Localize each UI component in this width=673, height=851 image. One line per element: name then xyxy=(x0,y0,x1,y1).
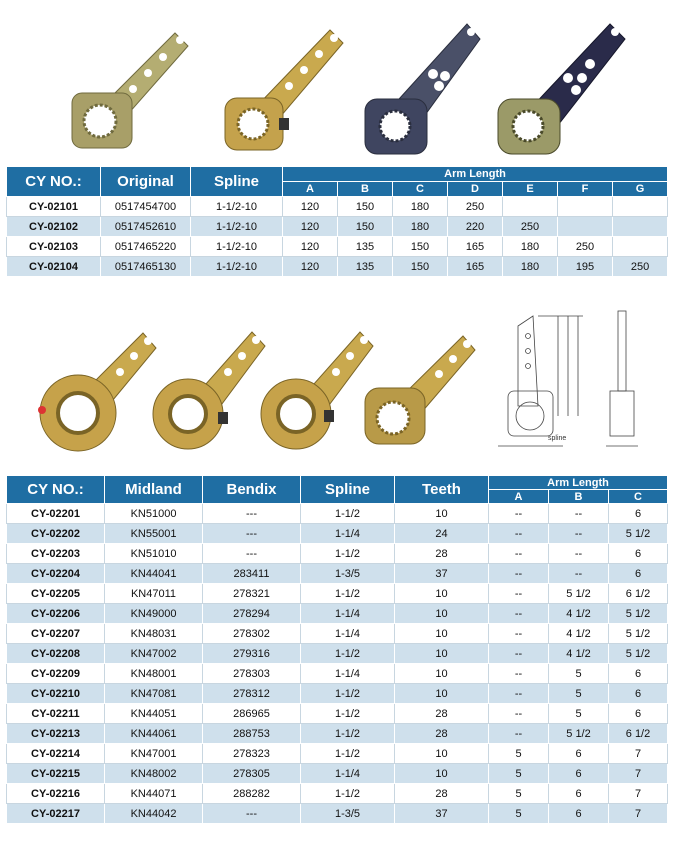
arm-length-cell: 135 xyxy=(338,237,393,257)
header2-spline: Spline xyxy=(301,476,395,504)
arm-length-cell: 5 xyxy=(549,664,609,684)
slack-adjuster-photo-1 xyxy=(60,18,200,158)
cy-number-cell: CY-02215 xyxy=(7,764,105,784)
spline-cell: 1-1/2-10 xyxy=(191,257,283,277)
table-row xyxy=(7,784,668,804)
table-row xyxy=(7,584,668,604)
cy-number-cell: CY-02104 xyxy=(7,257,101,277)
arm-length-cell: 4 1/2 xyxy=(549,644,609,664)
teeth-cell: 28 xyxy=(395,724,489,744)
table-row xyxy=(7,524,668,544)
arm-length-cell: -- xyxy=(489,584,549,604)
midland-number-cell: KN48001 xyxy=(105,664,203,684)
bendix-number-cell: 278302 xyxy=(203,624,301,644)
cy-number-cell: CY-02210 xyxy=(7,684,105,704)
arm-length-cell: -- xyxy=(489,564,549,584)
arm-length-cell: 7 xyxy=(609,744,668,764)
technical-drawing xyxy=(488,306,668,456)
arm-length-table-midland-bendix xyxy=(6,475,668,824)
arm-length-cell: 6 xyxy=(609,704,668,724)
spline-cell: 1-1/2-10 xyxy=(191,217,283,237)
spline-cell: 1-1/4 xyxy=(301,624,395,644)
midland-number-cell: KN44061 xyxy=(105,724,203,744)
arm-length-cell: 150 xyxy=(338,197,393,217)
table-row xyxy=(7,237,668,257)
header2-bendix: Bendix xyxy=(203,476,301,504)
arm-length-cell: 150 xyxy=(338,217,393,237)
cy-number-cell: CY-02207 xyxy=(7,624,105,644)
arm-length-table-original xyxy=(6,166,668,277)
arm-length-cell: 180 xyxy=(503,237,558,257)
header2-arm-length: Arm Length xyxy=(489,476,668,490)
bendix-number-cell: 278294 xyxy=(203,604,301,624)
arm-length-cell: 6 xyxy=(549,744,609,764)
spline-cell: 1-1/2 xyxy=(301,784,395,804)
header-spline: Spline xyxy=(191,167,283,197)
arm-length-cell: 180 xyxy=(393,217,448,237)
header2-midland: Midland xyxy=(105,476,203,504)
arm-length-cell: 7 xyxy=(609,764,668,784)
midland-number-cell: KN44042 xyxy=(105,804,203,824)
spline-cell: 1-1/2 xyxy=(301,704,395,724)
arm-length-cell xyxy=(613,197,668,217)
arm-length-cell: 5 xyxy=(489,764,549,784)
arm-length-cell: -- xyxy=(549,544,609,564)
arm-length-cell: 180 xyxy=(393,197,448,217)
table-row xyxy=(7,644,668,664)
arm-length-cell: 150 xyxy=(393,237,448,257)
arm-length-cell: -- xyxy=(489,604,549,624)
midland-number-cell: KN47081 xyxy=(105,684,203,704)
arm-length-cell: 4 1/2 xyxy=(549,604,609,624)
arm-length-cell: 135 xyxy=(338,257,393,277)
arm-length-cell: 6 xyxy=(549,784,609,804)
table-row xyxy=(7,624,668,644)
midland-number-cell: KN47001 xyxy=(105,744,203,764)
arm-length-cell: 165 xyxy=(448,257,503,277)
bendix-number-cell: --- xyxy=(203,504,301,524)
midland-number-cell: KN51000 xyxy=(105,504,203,524)
arm-length-cell: -- xyxy=(489,504,549,524)
table-row xyxy=(7,544,668,564)
table-row xyxy=(7,704,668,724)
teeth-cell: 37 xyxy=(395,804,489,824)
header-arm-e: E xyxy=(503,182,558,197)
midland-number-cell: KN47002 xyxy=(105,644,203,664)
arm-length-cell: 6 xyxy=(609,664,668,684)
midland-number-cell: KN44051 xyxy=(105,704,203,724)
bendix-number-cell: --- xyxy=(203,524,301,544)
header2-arm-c: C xyxy=(609,490,668,504)
cy-number-cell: CY-02202 xyxy=(7,524,105,544)
bendix-number-cell: 283411 xyxy=(203,564,301,584)
slack-adjuster-photo-8 xyxy=(355,328,485,453)
teeth-cell: 10 xyxy=(395,604,489,624)
arm-length-cell: 6 xyxy=(549,764,609,784)
spline-cell: 1-1/2 xyxy=(301,504,395,524)
teeth-cell: 10 xyxy=(395,504,489,524)
table-row xyxy=(7,724,668,744)
table-row xyxy=(7,257,668,277)
header2-teeth: Teeth xyxy=(395,476,489,504)
arm-length-cell: -- xyxy=(489,644,549,664)
header-cy-no: CY NO.: xyxy=(7,167,101,197)
bendix-number-cell: 288282 xyxy=(203,784,301,804)
header-arm-g: G xyxy=(613,182,668,197)
arm-length-cell: 6 1/2 xyxy=(609,724,668,744)
table-row xyxy=(7,604,668,624)
arm-length-cell: -- xyxy=(549,564,609,584)
spline-cell: 1-1/2 xyxy=(301,544,395,564)
cy-number-cell: CY-02217 xyxy=(7,804,105,824)
arm-length-cell: 5 1/2 xyxy=(549,584,609,604)
bendix-number-cell: 288753 xyxy=(203,724,301,744)
spline-cell: 1-1/2 xyxy=(301,684,395,704)
table-row xyxy=(7,764,668,784)
cy-number-cell: CY-02204 xyxy=(7,564,105,584)
arm-length-cell: 165 xyxy=(448,237,503,257)
arm-length-cell: 6 xyxy=(609,544,668,564)
arm-length-cell: 250 xyxy=(558,237,613,257)
table-row xyxy=(7,504,668,524)
arm-length-cell xyxy=(558,217,613,237)
cy-number-cell: CY-02209 xyxy=(7,664,105,684)
arm-length-cell: 5 xyxy=(489,784,549,804)
arm-length-cell: -- xyxy=(549,504,609,524)
arm-length-cell: 250 xyxy=(448,197,503,217)
header-arm-b: B xyxy=(338,182,393,197)
arm-length-cell: 7 xyxy=(609,784,668,804)
bendix-number-cell: --- xyxy=(203,544,301,564)
teeth-cell: 10 xyxy=(395,584,489,604)
arm-length-cell: 5 1/2 xyxy=(609,624,668,644)
midland-number-cell: KN51010 xyxy=(105,544,203,564)
header-arm-c: C xyxy=(393,182,448,197)
arm-length-cell: 6 xyxy=(549,804,609,824)
arm-length-cell: 120 xyxy=(283,257,338,277)
arm-length-cell: 5 xyxy=(549,684,609,704)
arm-length-cell: -- xyxy=(489,724,549,744)
table-row xyxy=(7,217,668,237)
bendix-number-cell: 278321 xyxy=(203,584,301,604)
original-number-cell: 0517465130 xyxy=(101,257,191,277)
arm-length-cell: -- xyxy=(489,544,549,564)
bendix-number-cell: 286965 xyxy=(203,704,301,724)
arm-length-cell: 250 xyxy=(503,217,558,237)
arm-length-cell: -- xyxy=(489,704,549,724)
arm-length-cell: -- xyxy=(489,684,549,704)
spline-cell: 1-1/4 xyxy=(301,524,395,544)
arm-length-cell xyxy=(503,197,558,217)
midland-number-cell: KN49000 xyxy=(105,604,203,624)
arm-length-cell: 250 xyxy=(613,257,668,277)
bendix-number-cell: 278303 xyxy=(203,664,301,684)
slack-adjuster-photo-2 xyxy=(215,18,355,158)
arm-length-cell xyxy=(558,197,613,217)
cy-number-cell: CY-02201 xyxy=(7,504,105,524)
teeth-cell: 10 xyxy=(395,644,489,664)
cy-number-cell: CY-02216 xyxy=(7,784,105,804)
cy-number-cell: CY-02214 xyxy=(7,744,105,764)
table-row xyxy=(7,804,668,824)
teeth-cell: 10 xyxy=(395,684,489,704)
cy-number-cell: CY-02205 xyxy=(7,584,105,604)
header2-arm-a: A xyxy=(489,490,549,504)
arm-length-cell xyxy=(613,237,668,257)
arm-length-cell: 6 1/2 xyxy=(609,584,668,604)
bendix-number-cell: 278323 xyxy=(203,744,301,764)
cy-number-cell: CY-02211 xyxy=(7,704,105,724)
spline-cell: 1-1/2-10 xyxy=(191,197,283,217)
arm-length-cell: 5 xyxy=(549,704,609,724)
arm-length-cell: 5 1/2 xyxy=(609,644,668,664)
spline-cell: 1-3/5 xyxy=(301,564,395,584)
arm-length-cell: -- xyxy=(489,524,549,544)
original-number-cell: 0517452610 xyxy=(101,217,191,237)
arm-length-cell: 180 xyxy=(503,257,558,277)
arm-length-cell: 120 xyxy=(283,197,338,217)
teeth-cell: 28 xyxy=(395,784,489,804)
table-row xyxy=(7,744,668,764)
arm-length-cell: 220 xyxy=(448,217,503,237)
slack-adjuster-photo-3 xyxy=(355,14,495,159)
spline-cell: 1-1/4 xyxy=(301,664,395,684)
teeth-cell: 28 xyxy=(395,704,489,724)
teeth-cell: 10 xyxy=(395,664,489,684)
arm-length-cell: 150 xyxy=(393,257,448,277)
header2-cy-no: CY NO.: xyxy=(7,476,105,504)
spline-cell: 1-1/2-10 xyxy=(191,237,283,257)
midland-number-cell: KN55001 xyxy=(105,524,203,544)
arm-length-cell: 120 xyxy=(283,217,338,237)
header-arm-d: D xyxy=(448,182,503,197)
arm-length-cell: 5 1/2 xyxy=(609,524,668,544)
diagram-spline-label: spline xyxy=(548,435,567,442)
arm-length-cell: 6 xyxy=(609,564,668,584)
header-arm-a: A xyxy=(283,182,338,197)
header-arm-f: F xyxy=(558,182,613,197)
arm-length-cell xyxy=(613,217,668,237)
cy-number-cell: CY-02206 xyxy=(7,604,105,624)
spline-cell: 1-1/2 xyxy=(301,744,395,764)
arm-length-cell: 4 1/2 xyxy=(549,624,609,644)
arm-length-cell: 5 xyxy=(489,744,549,764)
bendix-number-cell: 278312 xyxy=(203,684,301,704)
cy-number-cell: CY-02203 xyxy=(7,544,105,564)
arm-length-cell: 6 xyxy=(609,504,668,524)
table-row xyxy=(7,564,668,584)
header-original: Original xyxy=(101,167,191,197)
midland-number-cell: KN44071 xyxy=(105,784,203,804)
cy-number-cell: CY-02101 xyxy=(7,197,101,217)
original-number-cell: 0517465220 xyxy=(101,237,191,257)
bendix-number-cell: 279316 xyxy=(203,644,301,664)
bendix-number-cell: 278305 xyxy=(203,764,301,784)
table-row xyxy=(7,684,668,704)
arm-length-cell: 5 1/2 xyxy=(609,604,668,624)
cy-number-cell: CY-02103 xyxy=(7,237,101,257)
spline-cell: 1-1/2 xyxy=(301,584,395,604)
midland-number-cell: KN47011 xyxy=(105,584,203,604)
midland-number-cell: KN48031 xyxy=(105,624,203,644)
spline-cell: 1-1/2 xyxy=(301,644,395,664)
spline-cell: 1-1/2 xyxy=(301,724,395,744)
midland-number-cell: KN44041 xyxy=(105,564,203,584)
spline-cell: 1-1/4 xyxy=(301,764,395,784)
cy-number-cell: CY-02213 xyxy=(7,724,105,744)
teeth-cell: 37 xyxy=(395,564,489,584)
table-row xyxy=(7,197,668,217)
midland-number-cell: KN48002 xyxy=(105,764,203,784)
arm-length-cell: 195 xyxy=(558,257,613,277)
arm-length-cell: 7 xyxy=(609,804,668,824)
arm-length-cell: 5 xyxy=(489,804,549,824)
teeth-cell: 28 xyxy=(395,544,489,564)
arm-length-cell: -- xyxy=(549,524,609,544)
table-row xyxy=(7,664,668,684)
spline-cell: 1-1/4 xyxy=(301,604,395,624)
header-arm-length: Arm Length xyxy=(283,167,668,182)
arm-length-cell: -- xyxy=(489,624,549,644)
arm-length-cell: 6 xyxy=(609,684,668,704)
spline-cell: 1-3/5 xyxy=(301,804,395,824)
cy-number-cell: CY-02102 xyxy=(7,217,101,237)
arm-length-cell: 5 1/2 xyxy=(549,724,609,744)
arm-length-cell: 120 xyxy=(283,237,338,257)
header2-arm-b: B xyxy=(549,490,609,504)
original-number-cell: 0517454700 xyxy=(101,197,191,217)
bendix-number-cell: --- xyxy=(203,804,301,824)
teeth-cell: 24 xyxy=(395,524,489,544)
teeth-cell: 10 xyxy=(395,624,489,644)
arm-length-cell: -- xyxy=(489,664,549,684)
teeth-cell: 10 xyxy=(395,744,489,764)
slack-adjuster-photo-4 xyxy=(490,14,640,159)
teeth-cell: 10 xyxy=(395,764,489,784)
cy-number-cell: CY-02208 xyxy=(7,644,105,664)
